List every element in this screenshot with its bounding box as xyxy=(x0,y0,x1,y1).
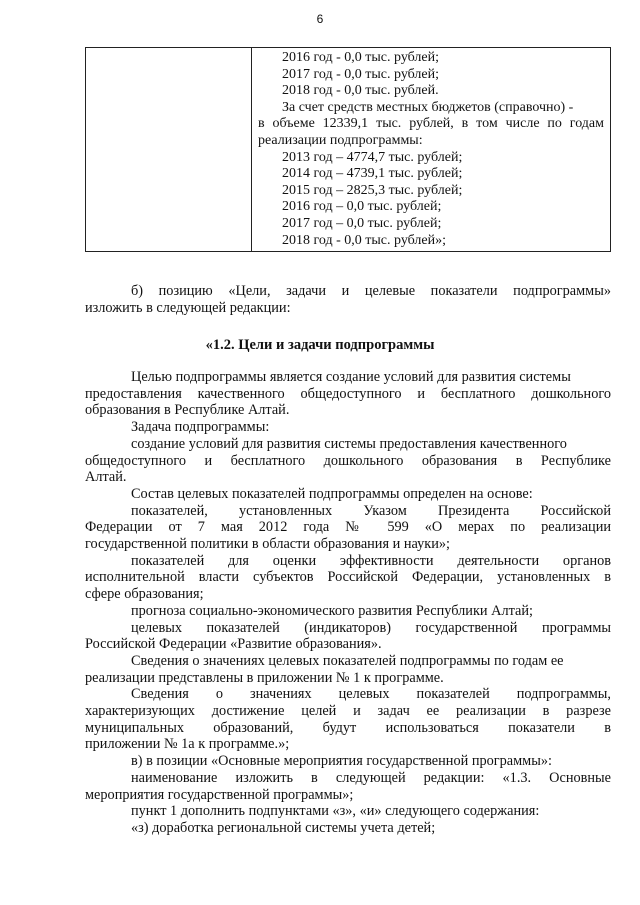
text-line: Задача подпрограммы: xyxy=(131,419,270,436)
budget-line: 2016 год - 0,0 тыс. рублей; xyxy=(282,50,440,65)
text-line: Российской Федерации «Развитие образования». xyxy=(85,636,382,653)
text-line: Состав целевых показателей подпрограммы определен на основе: xyxy=(131,485,533,502)
table-right-cell xyxy=(252,48,611,252)
budget-line: 2017 год – 0,0 тыс. рублей; xyxy=(282,215,442,231)
budget-line: в объеме 12339,1 тыс. рублей, в том числе по годам xyxy=(258,116,604,132)
budget-line: 2017 год - 0,0 тыс. рублей; xyxy=(282,66,440,82)
budget-table xyxy=(85,47,611,252)
budget-line: 2018 год - 0,0 тыс. рублей. xyxy=(282,83,439,99)
text-line: характеризующих достижение целей и задач ее реализации в разрезе xyxy=(85,703,611,720)
body-text xyxy=(85,369,611,837)
budget-line: реализации подпрограммы: xyxy=(258,132,423,148)
budget-line: 2015 год – 2825,3 тыс. рублей; xyxy=(282,182,463,198)
text-line: прогноза социально-экономического развития Республики Алтай; xyxy=(131,602,533,619)
text-line: Алтай. xyxy=(85,469,127,486)
text-line: мероприятия государственной программы»; xyxy=(85,786,354,803)
text-line: Целью подпрограммы является создание условий для развития системы xyxy=(131,369,571,385)
text-line: в) в позиции «Основные мероприятия государственной программы»: xyxy=(131,753,552,770)
text-line: «з) доработка региональной системы учета детей; xyxy=(131,819,436,836)
text-line: образования в Республике Алтай. xyxy=(85,402,290,419)
budget-line: 2016 год – 0,0 тыс. рублей; xyxy=(282,199,442,215)
text-line: муниципальных образований, будут использоваться показатели в xyxy=(85,719,611,736)
text-line: сфере образования; xyxy=(85,586,204,603)
text-line: показателей для оценки эффективности деятельности органов xyxy=(131,552,611,569)
table-left-cell xyxy=(86,48,252,252)
budget-line: 2013 год – 4774,7 тыс. рублей; xyxy=(282,149,463,165)
section-heading: «1.2. Цели и задачи подпрограммы xyxy=(205,337,435,353)
text-line: целевых показателей (индикаторов) государственной программы xyxy=(131,619,611,636)
text-line: государственной политики в области образования и науки»; xyxy=(85,536,450,553)
text-line: Сведения о значениях целевых показателей подпрограммы по годам ее xyxy=(131,652,564,669)
budget-line: За счет средств местных бюджетов (справочно) - xyxy=(282,99,574,115)
text-line: пункт 1 дополнить подпунктами «з», «и» следующего содержания: xyxy=(131,803,540,820)
text-line: наименование изложить в следующей редакции: «1.3. Основные xyxy=(131,769,611,786)
budget-line: 2018 год - 0,0 тыс. рублей»; xyxy=(282,232,447,248)
text-line: приложении № 1а к программе.»; xyxy=(85,736,290,753)
text-line: создание условий для развития системы предоставления качественного xyxy=(131,435,567,452)
text-line: Сведения о значениях целевых показателей подпрограммы, xyxy=(131,686,611,703)
budget-line: 2014 год – 4739,1 тыс. рублей; xyxy=(282,166,463,182)
text-line: общедоступного и бесплатного дошкольного образования в Республике xyxy=(85,452,611,469)
page-number: 6 xyxy=(316,12,324,26)
text-line: б) позицию «Цели, задачи и целевые показатели подпрограммы» xyxy=(131,283,611,299)
paragraph-b xyxy=(85,283,611,316)
text-line: реализации представлены в приложении № 1 к программе. xyxy=(85,669,444,686)
text-line: изложить в следующей редакции: xyxy=(85,299,291,316)
text-line: исполнительной власти субъектов Российской Федерации, установленных в xyxy=(85,569,611,586)
text-line: Федерации от 7 мая 2012 года № 599 «О мерах по реализации xyxy=(85,519,611,536)
text-line: показателей, установленных Указом Президента Российской xyxy=(131,502,611,519)
text-line: предоставления качественного общедоступного и бесплатного дошкольного xyxy=(85,385,611,402)
